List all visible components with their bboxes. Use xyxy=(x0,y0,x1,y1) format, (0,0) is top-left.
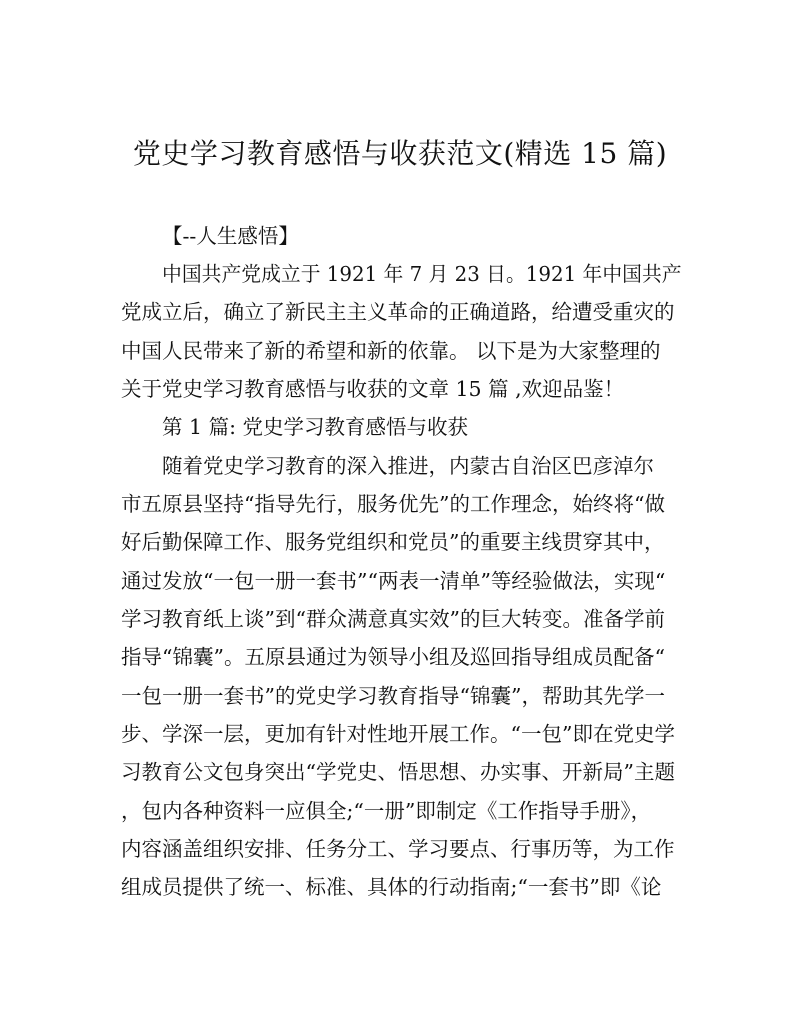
paragraph-line: 关于党史学习教育感悟与收获的文章 15 篇 ,欢迎品鉴！ xyxy=(121,377,625,401)
paragraph-line: 随着党史学习教育的深入推进，内蒙古自治区巴彦淖尔 xyxy=(162,454,654,478)
paragraph-line: 一包一册一套书”的党史学习教育指导“锦囊”，帮助其先学一 xyxy=(121,684,665,708)
paragraph-line: 好后勤保障工作、服务党组织和党员”的重要主线贯穿其中， xyxy=(121,530,665,554)
paragraph-line: 中国共产党成立于 1921 年 7 月 23 日。1921 年中国共产 xyxy=(162,262,682,286)
paragraph-line: 组成员提供了统一、标准、具体的行动指南;“一套书”即《论 xyxy=(121,875,662,899)
article-heading: 第 1 篇: 党史学习教育感悟与收获 xyxy=(162,415,468,439)
paragraph-line: 指导“锦囊”。五原县通过为领导小组及巡回指导组成员配备“ xyxy=(121,645,665,669)
paragraph-line: 市五原县坚持“指导先行，服务优先”的工作理念，始终将“做 xyxy=(121,492,665,516)
paragraph-line: 学习教育纸上谈”到“群众满意真实效”的巨大转变。准备学前 xyxy=(121,607,665,631)
paragraph-line: ，包内各种资料一应俱全;“一册”即制定《工作指导手册》， xyxy=(121,799,652,823)
paragraph-line: 习教育公文包身突出“学党史、悟思想、办实事、开新局”主题 xyxy=(121,760,675,784)
document-title: 党史学习教育感悟与收获范文(精选 15 篇) xyxy=(132,137,668,170)
paragraph-line: 中国人民带来了新的希望和新的依靠。 以下是为大家整理的 xyxy=(121,339,661,363)
paragraph-line: 内容涵盖组织安排、任务分工、学习要点、行事历等，为工作 xyxy=(121,837,675,861)
paragraph-line: 步、学深一层，更加有针对性地开展工作。“一包”即在党史学 xyxy=(121,722,675,746)
section-heading: 【--人生感悟】 xyxy=(162,224,299,248)
paragraph-line: 党成立后，确立了新民主主义革命的正确道路，给遭受重灾的 xyxy=(121,300,675,324)
paragraph-line: 通过发放“一包一册一套书”“两表一清单”等经验做法，实现“ xyxy=(121,569,666,593)
